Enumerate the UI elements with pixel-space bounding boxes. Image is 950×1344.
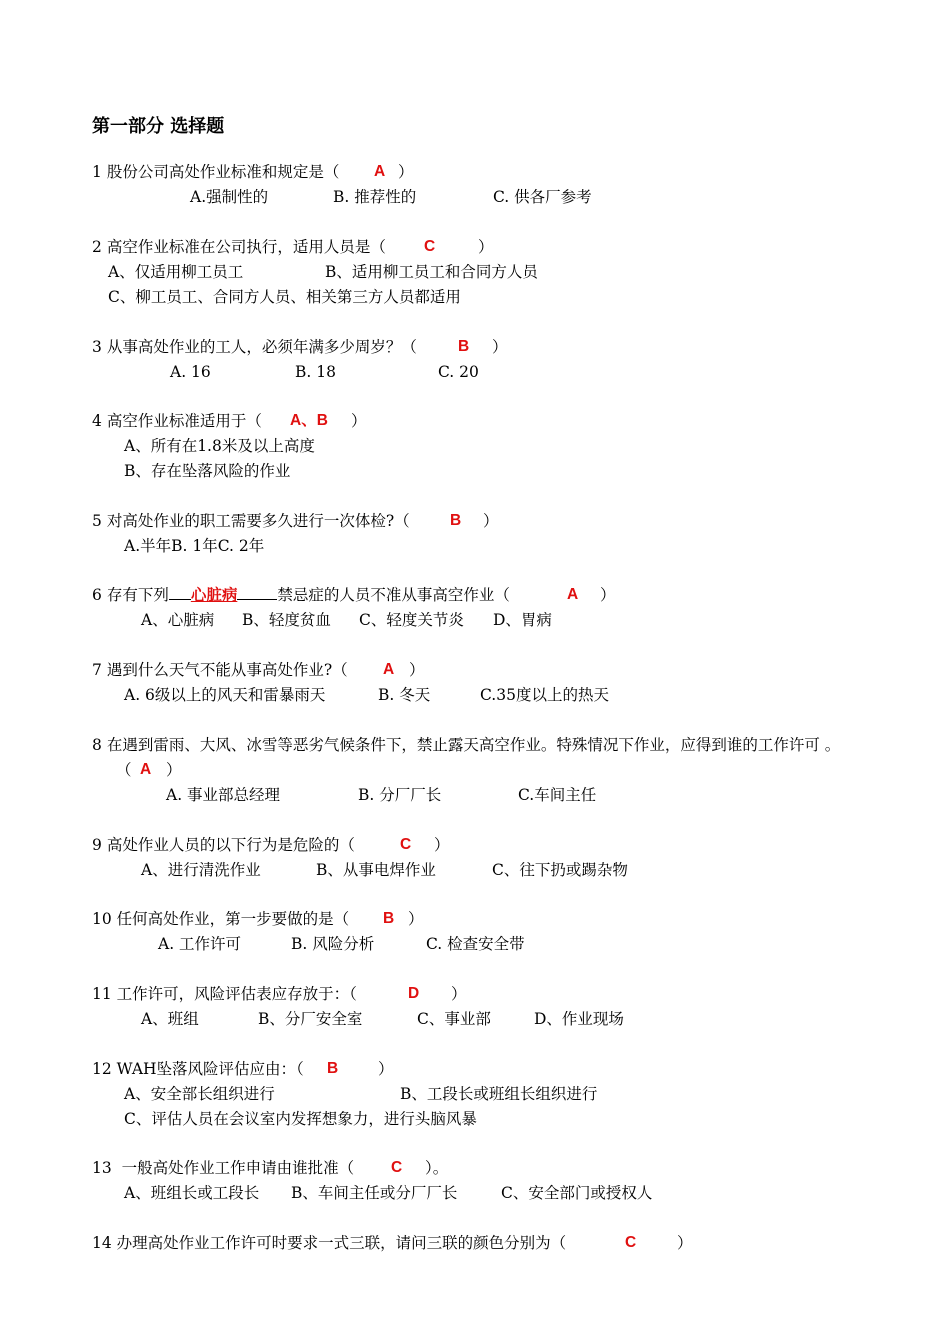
answer-mark: A、B [290,412,328,429]
paren-close: ） [483,512,499,530]
question-stem: 3 从事高处作业的工人，必须年满多少周岁？（ [92,338,417,356]
option: A.强制性的 [190,188,269,206]
answer-mark: B [383,910,395,927]
option: A、安全部长组织进行 [124,1085,275,1103]
option: A、仅适用柳工员工 [108,263,244,281]
paren-close: ） [451,985,467,1003]
question-stem: 10 任何高处作业，第一步要做的是（ [92,910,350,928]
option: C.车间主任 [518,786,597,804]
answer-mark: A [567,586,579,603]
option: B、分厂安全室 [258,1010,363,1028]
answer-mark: C [625,1234,637,1251]
option: C、轻度关节炎 [359,611,464,629]
paren-close: ） [398,163,414,181]
answer-mark: B [450,512,462,529]
option: A、班组长或工段长 [124,1184,260,1202]
paren-close: ） [408,910,424,928]
paren-open: （ [116,761,132,779]
option: C、事业部 [417,1010,491,1028]
answer-mark: A [383,661,395,678]
question-stem: 4 高空作业标准适用于（ [92,412,262,430]
option: B. 推荐性的 [333,188,417,206]
paren-close: ） [492,338,508,356]
option: C. 检查安全带 [426,935,525,953]
question-stem: 1 股份公司高处作业标准和规定是（ [92,163,340,181]
option: A、班组 [141,1010,199,1028]
answer-mark: D [408,985,420,1002]
question-stem: 6 存有下列 心脏病 禁忌症的人员不准从事高空作业（ [92,586,510,604]
option: C.35度以上的热天 [480,686,609,704]
option: C. 20 [438,363,479,381]
option: B、存在坠落风险的作业 [124,462,291,480]
answer-mark: B [458,338,470,355]
paren-close: ） [409,661,425,679]
answer-mark: C [391,1159,403,1176]
option: A. 工作许可 [158,935,242,953]
question-stem: 14 办理高处作业工作许可时要求一式三联，请问三联的颜色分别为（ [92,1234,567,1252]
option: B、从事电焊作业 [316,861,436,879]
option: C. 供各厂参考 [493,188,592,206]
option: B、工段长或班组长组织进行 [400,1085,598,1103]
option: C、安全部门或授权人 [501,1184,653,1202]
answer-mark: B [327,1060,339,1077]
option: A. 16 [170,363,211,381]
option: D、胃病 [493,611,552,629]
paren-close: ） [351,412,367,430]
option: A. 事业部总经理 [166,786,281,804]
option: C、柳工员工、合同方人员、相关第三方人员都适用 [108,288,461,306]
option: B、车间主任或分厂厂长 [291,1184,458,1202]
answer-mark: C [400,836,412,853]
option: B、适用柳工员工和合同方人员 [325,263,538,281]
option: A、所有在1.8米及以上高度 [124,437,315,455]
fill-blank-answer: 心脏病 [190,586,238,604]
answer-mark: A [140,761,152,778]
option: B. 冬天 [378,686,431,704]
option: A、心脏病 [141,611,215,629]
option: A. 6级以上的风天和雷暴雨天 [124,686,326,704]
option: B. 风险分析 [291,935,375,953]
paren-close: ） [434,836,450,854]
section-heading: 第一部分 选择题 [92,116,225,137]
paren-close: ） [166,761,182,779]
answer-mark: C [424,238,436,255]
question-stem: 7 遇到什么天气不能从事高处作业?（ [92,661,348,679]
option: C、评估人员在会议室内发挥想象力，进行头脑风暴 [124,1110,477,1128]
option: B. 18 [295,363,336,381]
question-stem: 2 高空作业标准在公司执行，适用人员是（ [92,238,386,256]
paren-close: ） [478,238,494,256]
option: B. 分厂厂长 [358,786,442,804]
question-stem: 11 工作许可，风险评估表应存放于：（ [92,985,357,1003]
option: C、往下扔或踢杂物 [492,861,628,879]
question-stem: 13 一般高处作业工作申请由谁批准（ [92,1159,355,1177]
option: D、作业现场 [534,1010,624,1028]
paren-close: ） [378,1060,394,1078]
question-stem: 5 对高处作业的职工需要多久进行一次体检?（ [92,512,410,530]
question-stem: 8 在遇到雷雨、大风、冰雪等恶劣气候条件下，禁止露天高空作业。特殊情况下作业，应得到谁的工作许可 。 [92,736,841,754]
question-stem: 9 高处作业人员的以下行为是危险的（ [92,836,355,854]
answer-mark: A [374,163,386,180]
paren-close: ）。 [425,1159,449,1177]
option: A、进行清洗作业 [141,861,261,879]
paren-close: ） [600,586,616,604]
question-stem: 12 WAH坠落风险评估应由：（ [92,1060,304,1078]
option: A.半年B. 1年C. 2年 [124,537,265,555]
paren-close: ） [677,1234,693,1252]
option: B、轻度贫血 [242,611,331,629]
